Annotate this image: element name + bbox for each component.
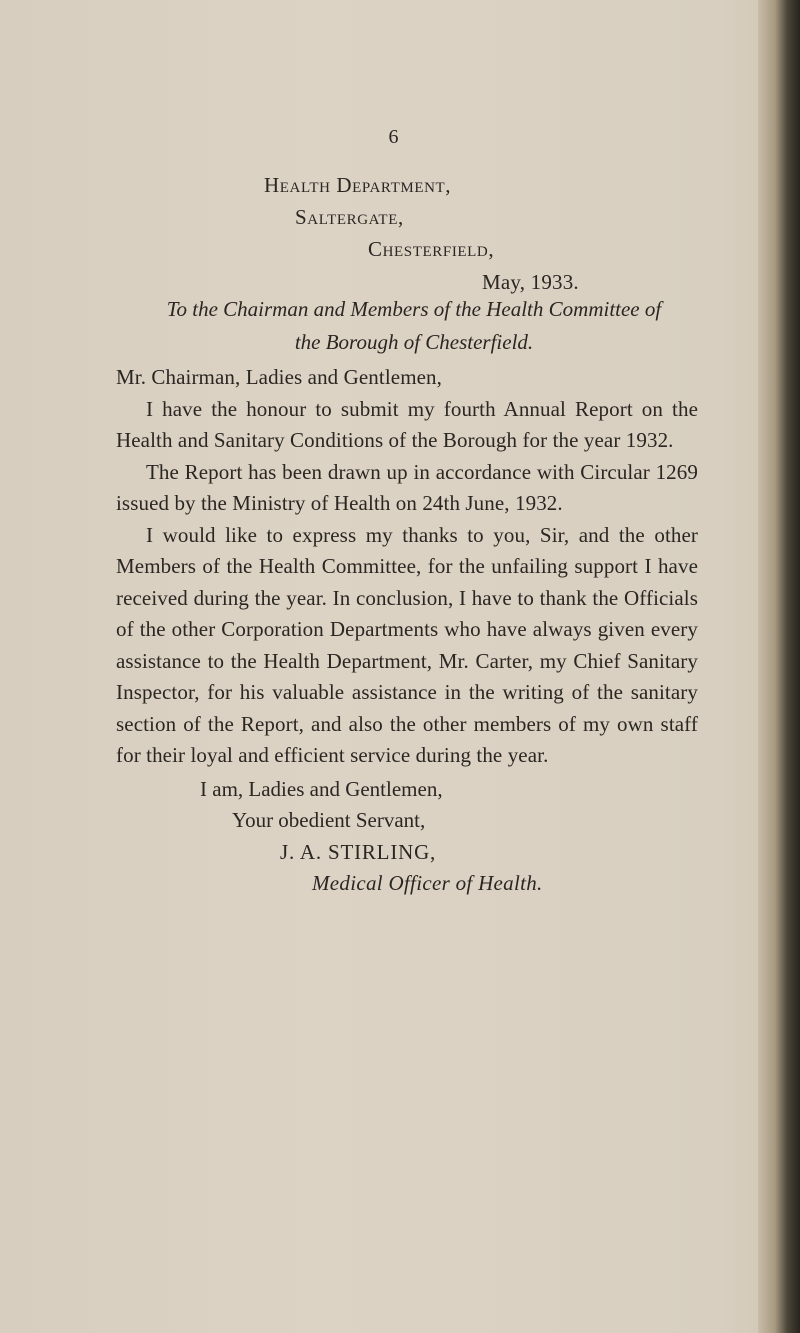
page-edge-shadow (758, 0, 800, 1333)
addressee-line-1: To the Chairman and Members of the Health Committee of (166, 297, 662, 321)
closing-line-2: Your obedient Servant, (232, 808, 426, 832)
signature-title: Medical Officer of Health. (312, 871, 543, 895)
addressee-line-2: the Borough of Chesterfield. (294, 330, 534, 354)
greeting: Mr. Chairman, Ladies and Gentlemen, (116, 365, 442, 389)
address-department: Health Department, (264, 173, 452, 197)
paragraph-2: The Report has been drawn up in accordance with Circular 1269 issued by the Ministry of Health on 24th June, 1932. (116, 459, 698, 515)
address-street: Saltergate, (295, 205, 404, 229)
letter-date: May, 1933. (482, 270, 579, 294)
paragraph-1: I have the honour to submit my fourth Annual Report on the Health and Sanitary Conditions of the Borough for the year 1932. (116, 396, 698, 452)
paragraph-3: I would like to express my thanks to you, Sir, and the other Members of the Health Committee, for the unfailing support I have received during the year. In conclusion, I have to thank the Officials of the other Corporation Departments who have always given every assistance to the Health Department, Mr. Carter, my Chief Sanitary Inspector, for his valuable assistance in the writing of the sanitary section of the Report, and also the other members of my own staff for their loyal and efficient service during the year. (116, 522, 698, 767)
address-town: Chesterfield, (368, 237, 495, 261)
letter-body (116, 362, 698, 772)
signature-name: J. A. STIRLING, (280, 840, 437, 864)
closing-line-1: I am, Ladies and Gentlemen, (200, 777, 443, 801)
page-number: 6 (388, 126, 400, 148)
addressee (124, 293, 704, 359)
